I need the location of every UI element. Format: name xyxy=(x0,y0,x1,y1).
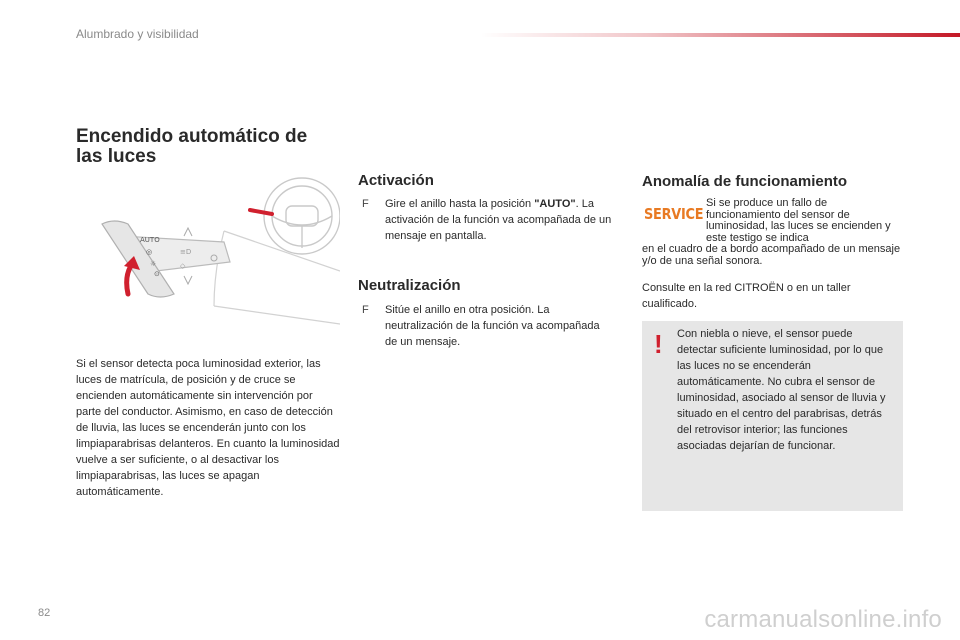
svg-text:☼: ☼ xyxy=(150,260,157,268)
anomalia-heading: Anomalía de funcionamiento xyxy=(642,173,848,190)
light-stalk-illustration xyxy=(74,176,340,336)
section-header: Alumbrado y visibilidad xyxy=(76,27,199,41)
watermark-link[interactable]: carmanualsonline.info xyxy=(704,606,942,633)
intro-paragraph: Si el sensor detecta poca luminosidad exterior, las luces de matrícula, de posición y de cruce se encienden automáticamente sin intervención por parte del conductor. Asimismo, en caso de detección de lluvia, las luces se encenderán junto con los limpiaparabrisas delanteros. En cuanto la luminosidad vuelve a ser suficiente, o al desactivar los limpiaparabrisas, las luces se apagan automáticamente. xyxy=(76,358,340,498)
exclamation-warning-icon: ! xyxy=(654,329,663,359)
anomalia-text-part1: Si se produce un fallo de funcionamiento del sensor de luminosidad, las luces se encienden y este testigo se indica xyxy=(706,197,891,244)
neutralizacion-text: Sitúe el anillo en otra posición. La neutralización de la función va acompañada de un mensaje. xyxy=(385,304,600,348)
neutralizacion-instruction xyxy=(362,302,602,350)
svg-text:⊙: ⊙ xyxy=(154,270,160,278)
warning-text: Con niebla o nieve, el sensor puede detectar suficiente luminosidad, por lo que las luces no se encenderán automáticamente. No cubra el sensor de luminosidad, asociado al sensor de lluvia y situado en el centro del parabrisas, detrás del retrovisor interior; las funciones asociadas dejarían de funcionar. xyxy=(677,328,886,452)
activacion-instruction xyxy=(362,196,632,244)
bullet-arrow-icon: F xyxy=(362,304,369,316)
activacion-heading: Activación xyxy=(358,172,434,189)
service-warning-icon: SERVICE xyxy=(644,205,704,223)
bullet-arrow-icon: F xyxy=(362,198,369,210)
header-accent-rule xyxy=(480,33,960,37)
svg-text:◇: ◇ xyxy=(180,262,186,270)
consult-dealer-text: Consulte en la red CITROËN o en un taller cualificado. xyxy=(642,282,851,310)
anomalia-text-part2: en el cuadro de a bordo acompañado de un mensaje y/o de una señal sonora. xyxy=(642,243,901,267)
warning-note-box xyxy=(642,321,903,511)
svg-text:◎: ◎ xyxy=(146,248,153,256)
svg-text:AUTO: AUTO xyxy=(140,236,160,244)
neutralizacion-heading: Neutralización xyxy=(358,277,461,294)
page-title: Encendido automático de las luces xyxy=(76,126,308,167)
activacion-text: Gire el anillo hasta la posición "AUTO". La activación de la función va acompañada de un mensaje en pantalla. xyxy=(385,198,612,242)
page-number: 82 xyxy=(38,607,51,619)
light-stalk-icon xyxy=(74,176,340,336)
svg-text:≡D: ≡D xyxy=(180,248,192,256)
